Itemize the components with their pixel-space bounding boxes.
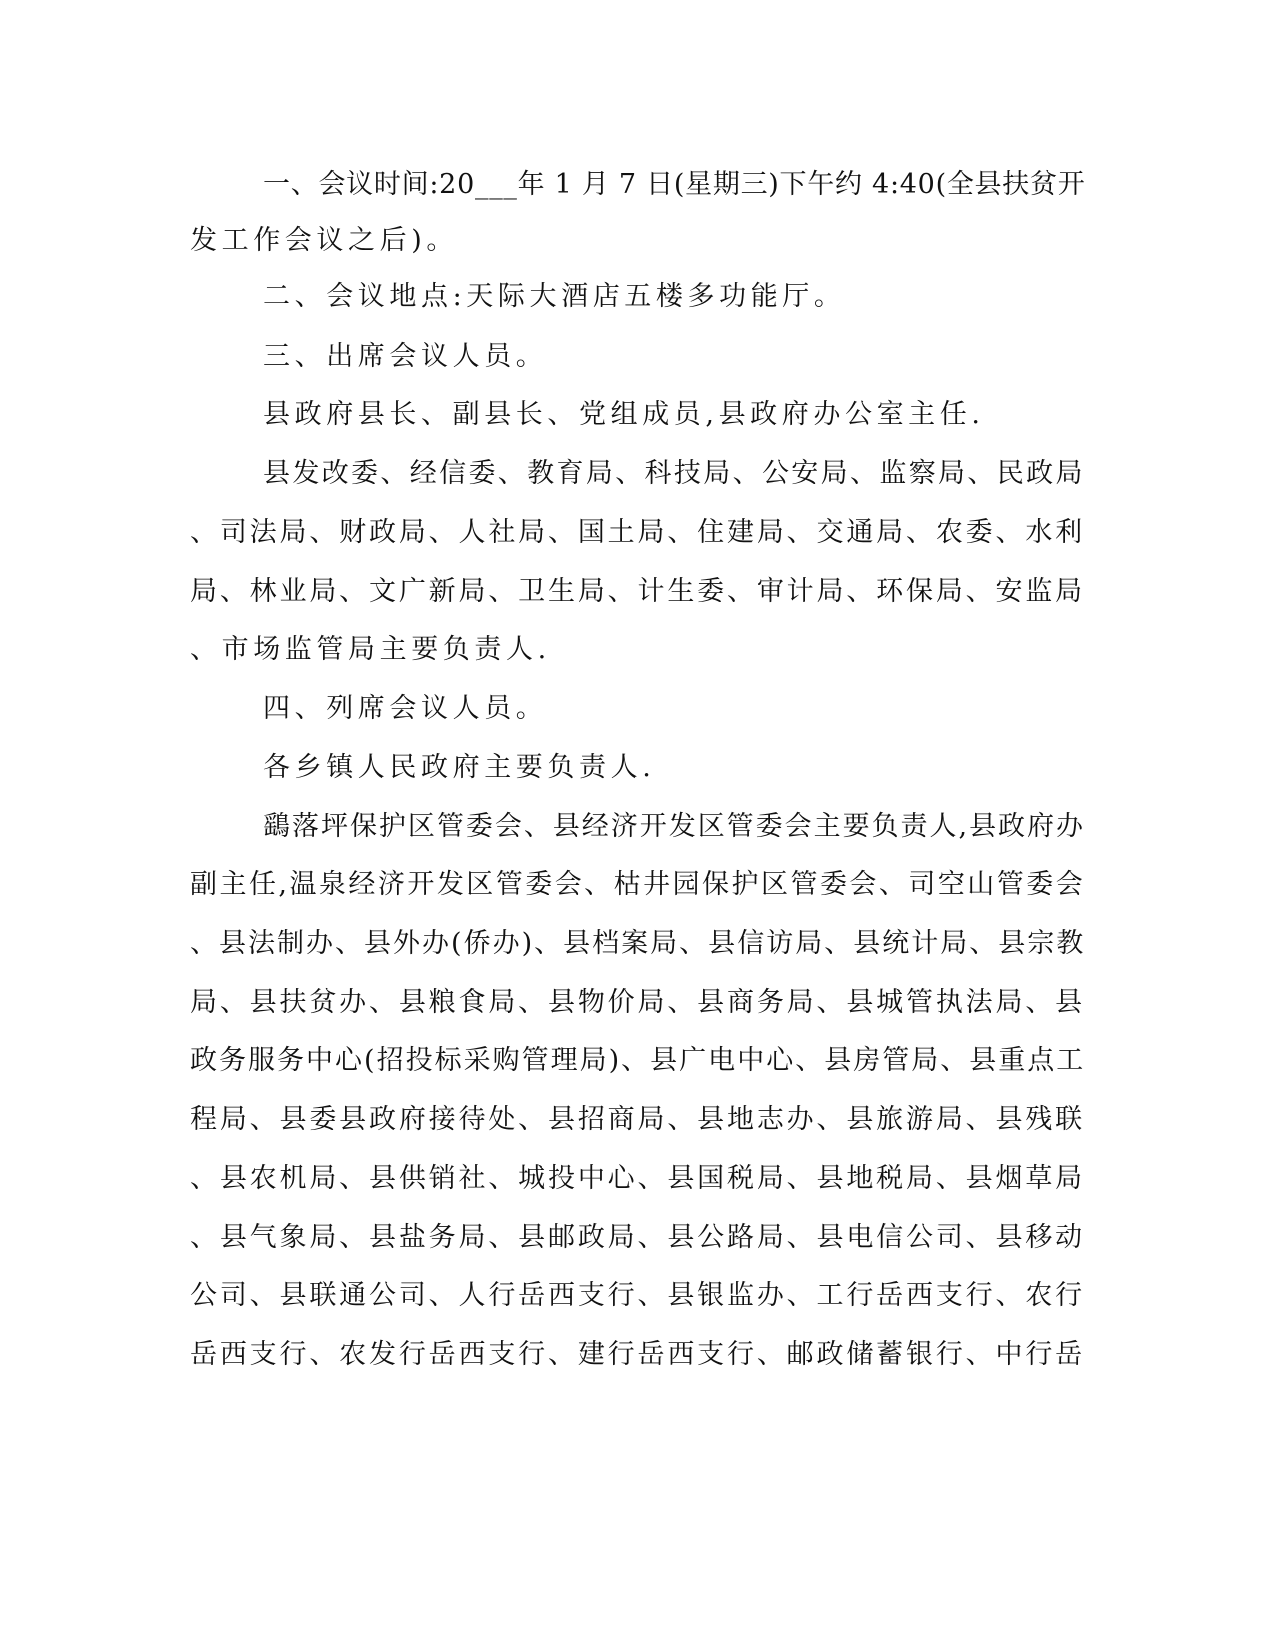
text-line: 政务服务中心(招投标采购管理局)、县广电中心、县房管局、县重点工 [190,1045,1086,1076]
text-line: 鷂落坪保护区管委会、县经济开发区管委会主要负责人,县政府办 [263,811,1085,842]
text-line: 二、会议地点:天际大酒店五楼多功能厅。 [263,281,846,312]
text-line: 、县气象局、县盐务局、县邮政局、县公路局、县电信公司、县移动 [190,1222,1085,1253]
text-line: 局、县扶贫办、县粮食局、县物价局、县商务局、县城管执法局、县 [190,987,1085,1018]
text-line: 一、会议时间:20___年 1 月 7 日(星期三)下午约 4:40(全县扶贫开 [263,169,1086,200]
text-line: 程局、县委县政府接待处、县招商局、县地志办、县旅游局、县残联 [190,1104,1085,1135]
text-line: 发工作会议之后)。 [190,225,458,256]
text-line: 、县法制办、县外办(侨办)、县档案局、县信访局、县统计局、县宗教 [190,928,1086,959]
text-line: 三、出席会议人员。 [263,341,548,372]
text-line: 县发改委、经信委、教育局、科技局、公安局、监察局、民政局 [263,458,1085,489]
text-line: 县政府县长、副县长、党组成员,县政府办公室主任. [263,399,985,430]
text-line: 各乡镇人民政府主要负责人. [263,752,656,783]
text-line: 、市场监管局主要负责人. [190,634,551,665]
text-line: 副主任,温泉经济开发区管委会、枯井园保护区管委会、司空山管委会 [190,869,1086,900]
text-line: 、司法局、财政局、人社局、国土局、住建局、交通局、农委、水利 [190,517,1085,548]
text-line: 岳西支行、农发行岳西支行、建行岳西支行、邮政储蓄银行、中行岳 [190,1339,1085,1370]
text-line: 、县农机局、县供销社、城投中心、县国税局、县地税局、县烟草局 [190,1163,1085,1194]
text-line: 局、林业局、文广新局、卫生局、计生委、审计局、环保局、安监局 [190,576,1085,607]
text-line: 四、列席会议人员。 [263,693,548,724]
text-line: 公司、县联通公司、人行岳西支行、县银监办、工行岳西支行、农行 [190,1280,1085,1311]
